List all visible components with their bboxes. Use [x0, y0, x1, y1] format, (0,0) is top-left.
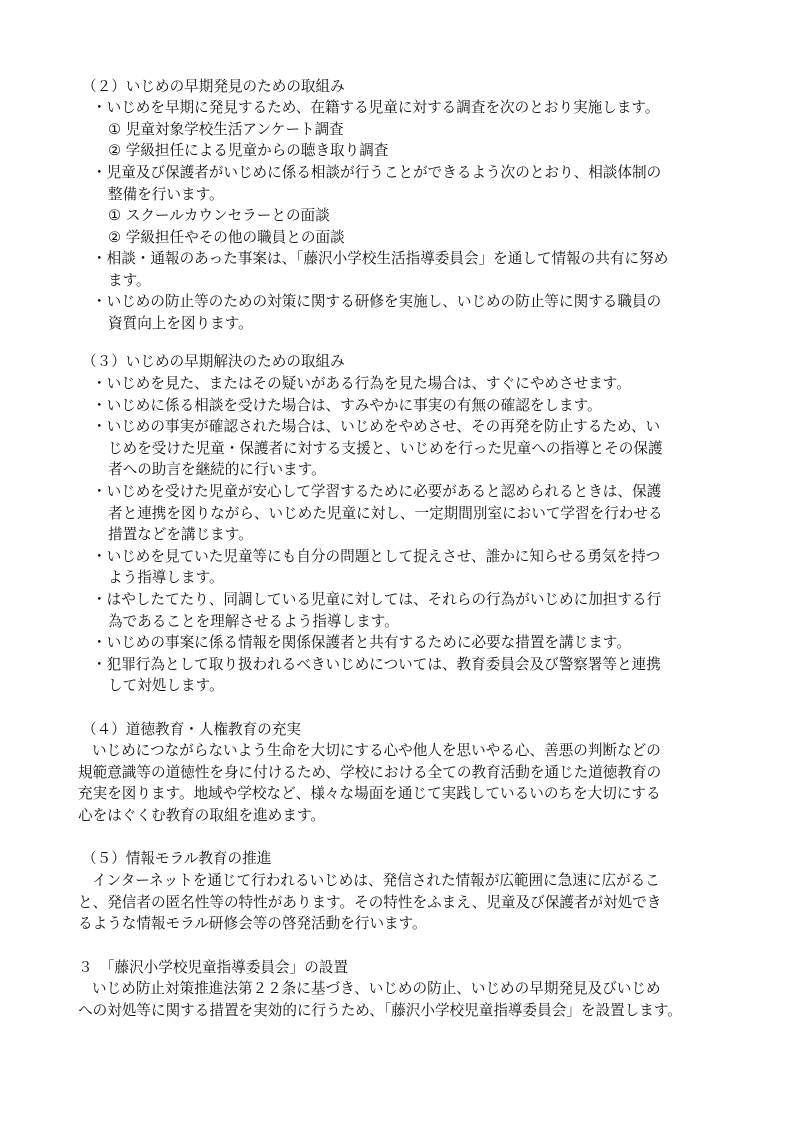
section-2-line: ① スクールカウンセラーとの面談 — [108, 207, 330, 224]
section-5-line: と、発信者の匿名性等の特性があります。その特性をふまえ、児童及び保護者が対処でき — [78, 894, 662, 911]
section-2-line: ・いじめを早期に発見するため、在籍する児童に対する調査を次のとおり実施します。 — [92, 99, 660, 116]
section-4-line: 心をはぐくむ教育の取組を進めます。 — [78, 807, 325, 824]
section-5-heading: （５）情報モラル教育の推進 — [82, 850, 272, 867]
section-3-line: ・いじめの事案に係る情報を関係保護者と共有するために必要な措置を講じます。 — [92, 634, 631, 651]
section-3-committee-line: いじめ防止対策推進法第２２条に基づき、いじめの防止、いじめの早期発見及びいじめ — [92, 980, 661, 997]
section-2-line: 整備を行います。 — [108, 186, 224, 203]
section-4-line: いじめにつながらないよう生命を大切にする心や他人を思いやる心、善悪の判断などの — [92, 742, 661, 759]
section-3-line: ・いじめに係る相談を受けた場合は、すみやかに事実の有無の確認をします。 — [92, 397, 602, 414]
section-2-line: ・相談・通報のあった事案は、「藤沢小学校生活指導委員会」を通して情報の共有に努め — [92, 250, 669, 267]
section-3-committee-line: への対処等に関する措置を実効的に行うため、「藤沢小学校児童指導委員会」を設置します。 — [78, 1002, 682, 1019]
section-3-heading: （３）いじめの早期解決のための取組み — [82, 353, 345, 370]
section-4-line: 規範意識等の道徳性を身に付けるため、学校における全ての教育活動を通じた道徳教育の — [78, 764, 662, 781]
section-2-line: ・児童及び保護者がいじめに係る相談が行うことができるよう次のとおり、相談体制の — [92, 164, 662, 181]
section-2-heading: （２）いじめの早期発見のための取組み — [82, 78, 345, 95]
section-4-line: 充実を図ります。地域や学校など、様々な場面を通じて実践しているいのちを大切にする — [78, 785, 661, 802]
section-2-line: ます。 — [108, 272, 151, 289]
section-3-line: ・いじめを見た、またはその疑いがある行為を見た場合は、すぐにやめさせます。 — [92, 375, 631, 392]
section-3-line: 者と連携を図りながら、いじめた児童に対し、一定期間別室において学習を行わせる — [108, 505, 663, 522]
section-2-line: ・いじめの防止等のための対策に関する研修を実施し、いじめの防止等に関する職員の — [92, 293, 662, 310]
section-3-line: して対処します。 — [108, 677, 224, 694]
section-3-line: 措置などを講じます。 — [108, 526, 253, 543]
section-3-line: ・いじめを受けた児童が安心して学習するために必要があると認められるときは、保護 — [92, 483, 662, 500]
section-2-line: ① 児童対象学校生活アンケート調査 — [108, 121, 344, 138]
section-3-line: ・犯罪行為として取り扱われるべきいじめについては、教育委員会及び警察署等と連携 — [92, 656, 661, 673]
section-3-line: ・はやしたてたり、同調している児童に対しては、それらの行為がいじめに加担する行 — [92, 591, 662, 608]
section-3-line: ・いじめを見ていた児童等にも自分の問題として捉えさせ、誰かに知らせる勇気を持つ — [92, 548, 661, 565]
section-5-line: るような情報モラル研修会等の啓発活動を行います。 — [78, 915, 427, 932]
section-3-committee-heading: ３ 「藤沢小学校児童指導委員会」の設置 — [78, 959, 348, 976]
section-2-line: 資質向上を図ります。 — [108, 315, 253, 332]
section-3-line: 為であることを理解させるよう指導します。 — [108, 613, 399, 630]
section-5-line: インターネットを通じて行われるいじめは、発信された情報が広範囲に急速に広がるこ — [92, 872, 660, 889]
section-3-line: よう指導します。 — [108, 569, 224, 586]
section-3-line: じめを受けた児童・保護者に対する支援と、いじめを行った児童への指導とその保護 — [108, 440, 663, 457]
section-2-line: ② 学級担任による児童からの聴き取り調査 — [108, 142, 389, 159]
section-3-line: 者への助言を継続的に行います。 — [108, 461, 326, 478]
section-3-line: ・いじめの事実が確認された場合は、いじめをやめさせ、その再発を防止するため、い — [92, 418, 661, 435]
section-2-line: ② 学級担任やその他の職員との面談 — [108, 229, 345, 246]
section-4-heading: （４）道徳教育・人権教育の充実 — [82, 721, 301, 738]
